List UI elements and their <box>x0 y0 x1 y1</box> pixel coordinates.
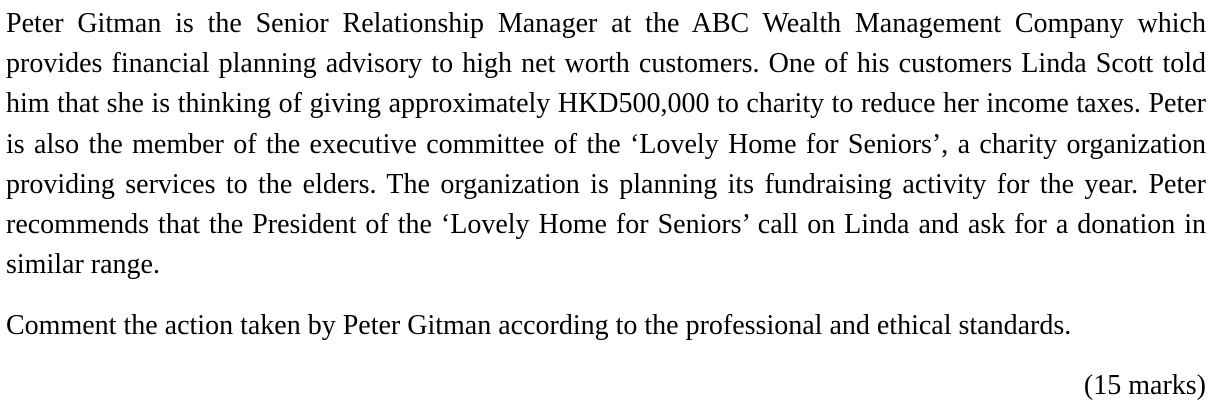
document-page <box>6 0 1206 401</box>
marks-label: (15 marks) <box>1083 370 1206 401</box>
scenario-paragraph: Peter Gitman is the Senior Relationship Manager at the ABC Wealth Management Company which provides financial planning advisory to high net worth customers. One of his customers Linda Scott told him that she is thinking of giving approximately HKD500,000 to charity to reduce her income taxes. Peter is also the member of the executive committee of the ‘Lovely Home for Seniors’, a charity organization providing services to the elders. The organization is planning its fundraising activity for the year. Peter recommends that the President of the ‘Lovely Home for Seniors’ call on Linda and ask for a donation in similar range. <box>6 8 1206 281</box>
question-text: Comment the action taken by Peter Gitman according to the professional and ethical standards. <box>6 310 1072 341</box>
